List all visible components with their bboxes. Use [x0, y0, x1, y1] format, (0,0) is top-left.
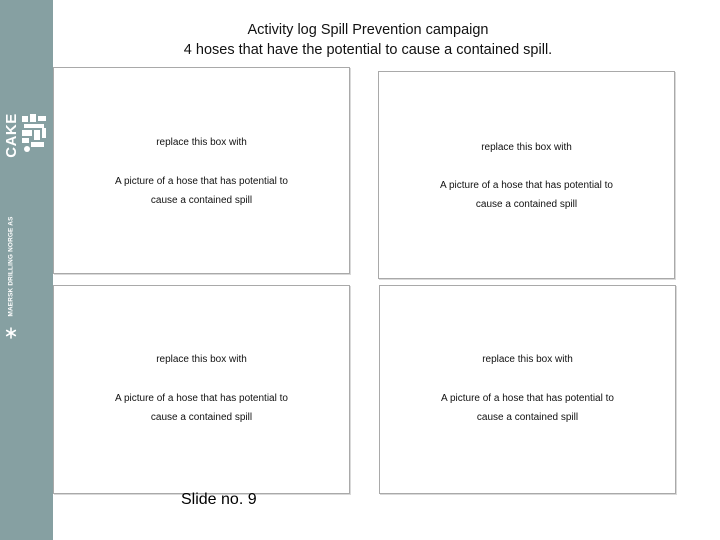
picture-placeholder-box[interactable] — [53, 67, 350, 274]
placeholder-description: A picture of a hose that has potential to — [115, 176, 288, 187]
cake-wordmark — [1, 112, 21, 158]
left-sidebar — [0, 0, 53, 540]
placeholder-description-cont: cause a contained spill — [150, 412, 253, 423]
picture-placeholder-box[interactable] — [53, 285, 350, 494]
picture-placeholder-box[interactable] — [379, 285, 676, 494]
company-name-text: MAERSK DRILLING NORGE AS — [7, 215, 15, 317]
slide-number: Slide no. 9 — [181, 491, 257, 508]
placeholder-description: A picture of a hose that has potential to — [115, 393, 288, 404]
slide-title: Activity log Spill Prevention campaign — [247, 22, 489, 38]
placeholder-description: A picture of a hose that has potential to — [441, 393, 614, 404]
placeholder-instruction: replace this box with — [481, 142, 572, 153]
company-name-vertical — [0, 205, 22, 327]
cake-logo-text: CAKE — [2, 112, 20, 158]
slide-header — [53, 20, 683, 60]
placeholder-instruction: replace this box with — [156, 354, 247, 365]
placeholder-description-cont: cause a contained spill — [475, 199, 578, 210]
placeholder-instruction: replace this box with — [156, 137, 247, 148]
picture-placeholder-box[interactable] — [378, 71, 675, 279]
placeholder-description-cont: cause a contained spill — [476, 412, 579, 423]
placeholder-description-cont: cause a contained spill — [150, 195, 253, 206]
star-icon — [5, 327, 17, 339]
cake-logo-icon — [20, 112, 48, 154]
placeholder-instruction: replace this box with — [482, 354, 573, 365]
slide-subtitle: 4 hoses that have the potential to cause a contained spill. — [183, 42, 553, 58]
placeholder-description: A picture of a hose that has potential to — [440, 180, 613, 191]
